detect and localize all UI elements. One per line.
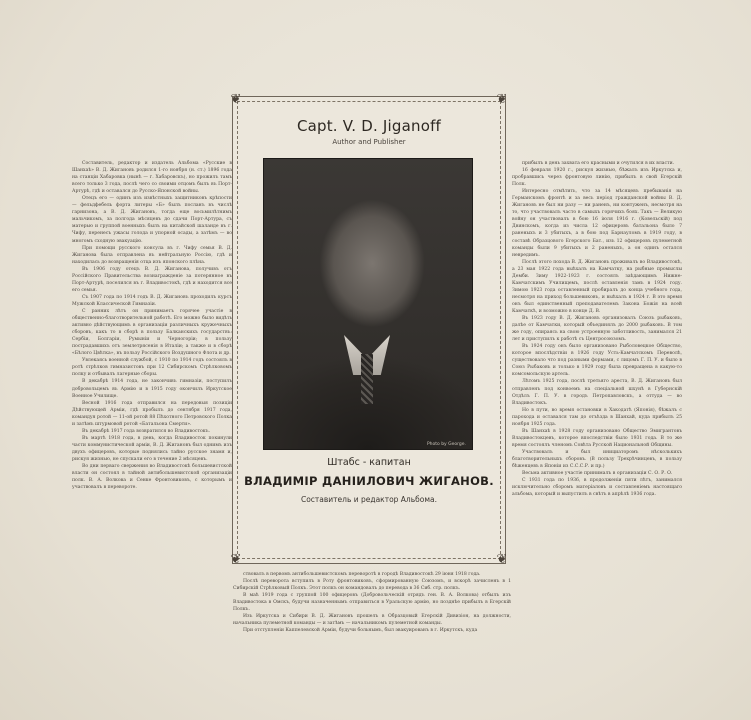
paragraph: ствовалъ в первомъ антибольшевистскомъ переворотѣ в городѣ Владивостокѣ 29 iюня 1918 года. bbox=[243, 572, 481, 577]
paragraph: При помощи русского консула въ г. Чифу семья В. Д. Жиганова была отправлена въ нейтральную Россiю, гдѣ и находилась до возвращенiя отца изъ японского плѣна. bbox=[72, 245, 232, 265]
paragraph: Въ 1906 году отецъ В. Д. Жиганова, получивъ отъ Россiйского Правительства вознагражденiе за потерянное въ Порт-Артурѣ, поселился въ г. Владивостокѣ, гдѣ и находится все его семья. bbox=[72, 266, 232, 293]
paragraph: С ранних лѣтъ он принимаетъ горячее участiе в общественно-благотворительной работѣ. Его можно было видѣть активно дѣйствующимъ в организацiи различныхъ кружечныхъ сборовъ, какъ то в сборѣ в пользу Балканскихъ государствъ: Сербiи, Болгарiи, Румынiи и Черногорiи; в пользу пострадавшихъ отъ землетрясенiя в Италiи; а также и в сборѣ «Бѣлого Цвѣтка», въ пользу Россiйского Воздушного Флота и др. bbox=[72, 308, 232, 357]
paragraph: Интересно отмѣтить, что за 14 мѣсяцевъ пребыванiя на Германскомъ фронтѣ и за весь перiод гражданской войны В. Д. Жигановъ не был ни разу — ни раненъ, ни контуженъ, несмотря на то, что участвовалъ часто в самыхъ горячихъ боях. Такъ — Великую войну он участвовалъ в бою 16 iюля 1916 г. (Ковельскiй) под Двинскомъ, когда из числа 12 офицеровъ батальона было 7 раненыхъ и 3 убитыхъ, а в бою под Барнауломъ в 1919 году, в составѣ Образцового Егерского Бат., изъ 12 офицеровъ пулеметной команды были 9 убитыхъ и 2 раненыхъ, а он одинъ остался невредимъ. bbox=[512, 189, 682, 258]
portrait-title: Capt. V. D. Jiganoff bbox=[296, 117, 442, 135]
paragraph: В маѣ 1919 года с группой 100 офицеровъ (Добровольческiй отрядъ ген. В. А. Волкова) отбылъ изъ Владивостока в Омскъ, будучи назначеннымъ отправиться в Уральскую армiю, но позднѣе прибылъ в Егерскiй Полкъ. bbox=[233, 593, 511, 613]
necktie-shape bbox=[361, 354, 373, 404]
paragraph: Весьма активное участiе принималъ в организацiи С. О. Р. О. bbox=[522, 471, 673, 477]
paragraph: 16 февраля 1920 г., рискуя жизнью, бѣжалъ изъ Иркутска и, пробравшись через фронтовую линiю, прибылъ в свой Егерскiй Полк. bbox=[512, 168, 682, 188]
caption-name: ВЛАДИМIР ДАНIИЛОВИЧ ЖИГАНОВ. bbox=[244, 474, 494, 488]
biography-bottom-column bbox=[233, 571, 511, 651]
paragraph: Въ 1923 году В. Д. Жигановъ организовалъ Союзъ рыбаковъ, далѣе от Камчатки, который объединялъ до 2000 рыбаковъ. В том же году, опираясь на свою устроенную заботливость, занимался 21 лет и приступилъ к работѣ съ Центросоюзомъ. bbox=[512, 316, 682, 343]
ornament-corner-icon: ❦ bbox=[496, 552, 508, 567]
paragraph: прибылъ в день захвата его красными и очутился в их власти. bbox=[522, 161, 675, 166]
paragraph: При отступленiи Каппелевской Армiи, будучи больнымъ, был эвакуированъ в г. Иркутскъ, куда bbox=[243, 628, 478, 634]
ornament-corner-icon: ❦ bbox=[496, 92, 508, 107]
biography-right-column bbox=[512, 160, 682, 620]
paragraph: Въ декабрѣ 1917 года возвратился во Владивостокъ. bbox=[82, 428, 210, 434]
portrait-subtitle: Author and Publisher bbox=[332, 138, 406, 146]
portrait-photo bbox=[263, 158, 473, 450]
paragraph: Изъ Иркутска и Сибири В. Д. Жигановъ прошелъ в Образцовый Егерскiй Дивизiон, на должности, начальника пулеметной команды — и затѣмъ — начальникомъ пулеметной команды. bbox=[233, 614, 511, 627]
paragraph: Въ 1924 году онъ было организовано Рыболовецкое Общество, которое впослѣдствiи в 1926 году Усть-Камчатскомъ Переволѣ, существовало что под разными формами, с лицомъ Г. П. У. и было в Союз Рыбаковъ и только в 1929 году была превращена в какую-то комсомольскую артель. bbox=[512, 344, 682, 378]
caption-role: Составитель и редактор Альбома. bbox=[300, 495, 438, 504]
paragraph: В декабрѣ 1914 года, не закончивъ гимназiи, поступилъ добровольцемъ въ Армiю и в 1915 году окончилъ Иркутское Военное Училище. bbox=[72, 379, 232, 399]
paragraph: Отецъ его — одинъ изъ извѣстныхъ защитниковъ крѣпости — фельдфебель форта литеры «Б» былъ посланъ въ числѣ гарнизона, а В. Д. Жигановъ, тогда еще восьмилѣтнимъ мальчикомъ, за полгода мѣсяцевъ до сдачи Порт-Артура, съ матерью и группой военныхъ былъ на китайской шаланде въ г. Чифу, перенесъ ужасы голода и упорной осады, а затѣмъ — во многомъ сходную эвакуацiю. bbox=[72, 196, 232, 244]
paragraph: Увлекаясь военной службой, с 1910 по 1914 годъ состоялъ в ротѣ стрѣлков гимназистовъ при 12 Сибирскомъ Стрѣлковомъ полку и отбывалъ лагерные сборы. bbox=[72, 358, 232, 378]
biography-left-column bbox=[72, 160, 232, 646]
paragraph: Съ 1907 года по 1914 годъ В. Д. Жигановъ проходилъ курсъ Мужской Классической Гимназiи. bbox=[72, 294, 232, 307]
paragraph: Составитель, редактор и издатель Альбома «Русские в Шанхаѣ» В. Д. Жигановъ родился 1-го ноября (н. ст.) 1896 года на станцiи Хабаровка (нынѣ — г. Хабаровскъ), но прожилъ тамъ всего только 3 года, послѣ чего со своими отцомъ былъ въ Порт-Артурѣ, гдѣ и оставался до Русско-Японской войны. bbox=[72, 161, 232, 195]
paragraph: Весной 1916 года отправился на передовыя позицiи Дѣйствующей Армiи, гдѣ пробылъ до сентября 1917 года, командуя ротой — 11-ой ротой 88 Пѣхотного Петровского Полка и затѣмъ штурмовой ротой «Батальона Смерти». bbox=[72, 400, 232, 427]
paragraph: Послѣ переворота вступилъ в Роту фронтовиковъ, сформированную Союзомъ, и вскорѣ зачисленъ в 1 Сибирскiй Стрѣлковый Полкъ. Этот полкъ он командовалъ до перевода в 36 Сиб. стр. полкъ. bbox=[233, 579, 511, 592]
paragraph: Послѣ этого похода В. Д. Жигановъ проживалъ во Владивостокѣ, а 23 мая 1922 года выѣхалъ на Камчатку, на рыбные промыслы Демби. Зиму 1922-1923 г. состоялъ заѣдающимъ Нижне-Камчатскимъ Училищемъ, послѣ оставленiя тамъ в 1924 году. Зимою 1923 года оставленный пробиралъ до конца учебного года, несмотря на приход большевиковъ, и выѣхалъ в 1924 г. В это время онъ был единственный преподавателемъ Закона Божiя на всей Камчаткѣ, и возможно в конце Д. В. bbox=[512, 259, 682, 314]
photo-credit: Photo by George. bbox=[426, 442, 466, 447]
portrait-frame bbox=[230, 92, 508, 567]
ornament-corner-icon: ❦ bbox=[230, 92, 242, 107]
paragraph: Во дни перваго свержения во Владивостокѣ большевистской власти он состоял в тайной антибольшевистской организацiи полк. В. А. Волкова и Сенке Фронтовиковъ, с которымъ и участвовалъ в перевороте. bbox=[72, 464, 232, 491]
paragraph: Участвовалъ и был инициаторомъ нѣсколькихъ благотворительныхъ сборовъ. (В пользу Трехрѣчинцевъ, в пользу бѣженцевъ в Японiи из С.С.С.Р. и пр.) bbox=[512, 449, 682, 470]
paragraph: Въ Шанхаѣ в 1928 году организовано Общество Эмигрантовъ Владивостокцевъ, которое впоследствiи было 1931 года. В то же время состоялъ членомъ Совѣта Русской Национальной Общины. bbox=[512, 428, 682, 448]
caption-rank: Штабс - капитан bbox=[327, 457, 411, 468]
ornament-corner-icon: ❦ bbox=[230, 552, 242, 567]
paragraph: Но в пути, во время остановки в Хакодатѣ (Японiя), бѣжалъ с парохода и оставался там до отъѣзда в Шанхай, куда прибылъ 25 ноября 1925 года. bbox=[512, 407, 682, 427]
paragraph: Лѣтомъ 1925 года, послѣ третьяго ареста, В. Д. Жигановъ был отправленъ под конвоемъ на спецiальной шхунѣ в Губернскiй Отдѣлъ Г. П. У. в городъ Петропавловскъ, а оттуда — во Владивостокъ. bbox=[512, 379, 682, 406]
paragraph: С 1931 года по 1936, в продолженiи пяти лѣтъ, занимался исключительно сборомъ матерiаловъ и составленiемъ настоящаго альбома, который и выпустилъ в свѣтъ в апрѣлѣ 1936 года. bbox=[512, 478, 682, 498]
paragraph: Въ мартѣ 1918 года, в день, когда Владивосток покинули части коммунистической армiи, В. Д. Жигановъ был однимъ изъ двухъ офицеровъ, которые поднялись тайно русское знамя и, рискуя жизнью, не спускали его в течение 2 мѣсяцевъ. bbox=[72, 435, 232, 462]
